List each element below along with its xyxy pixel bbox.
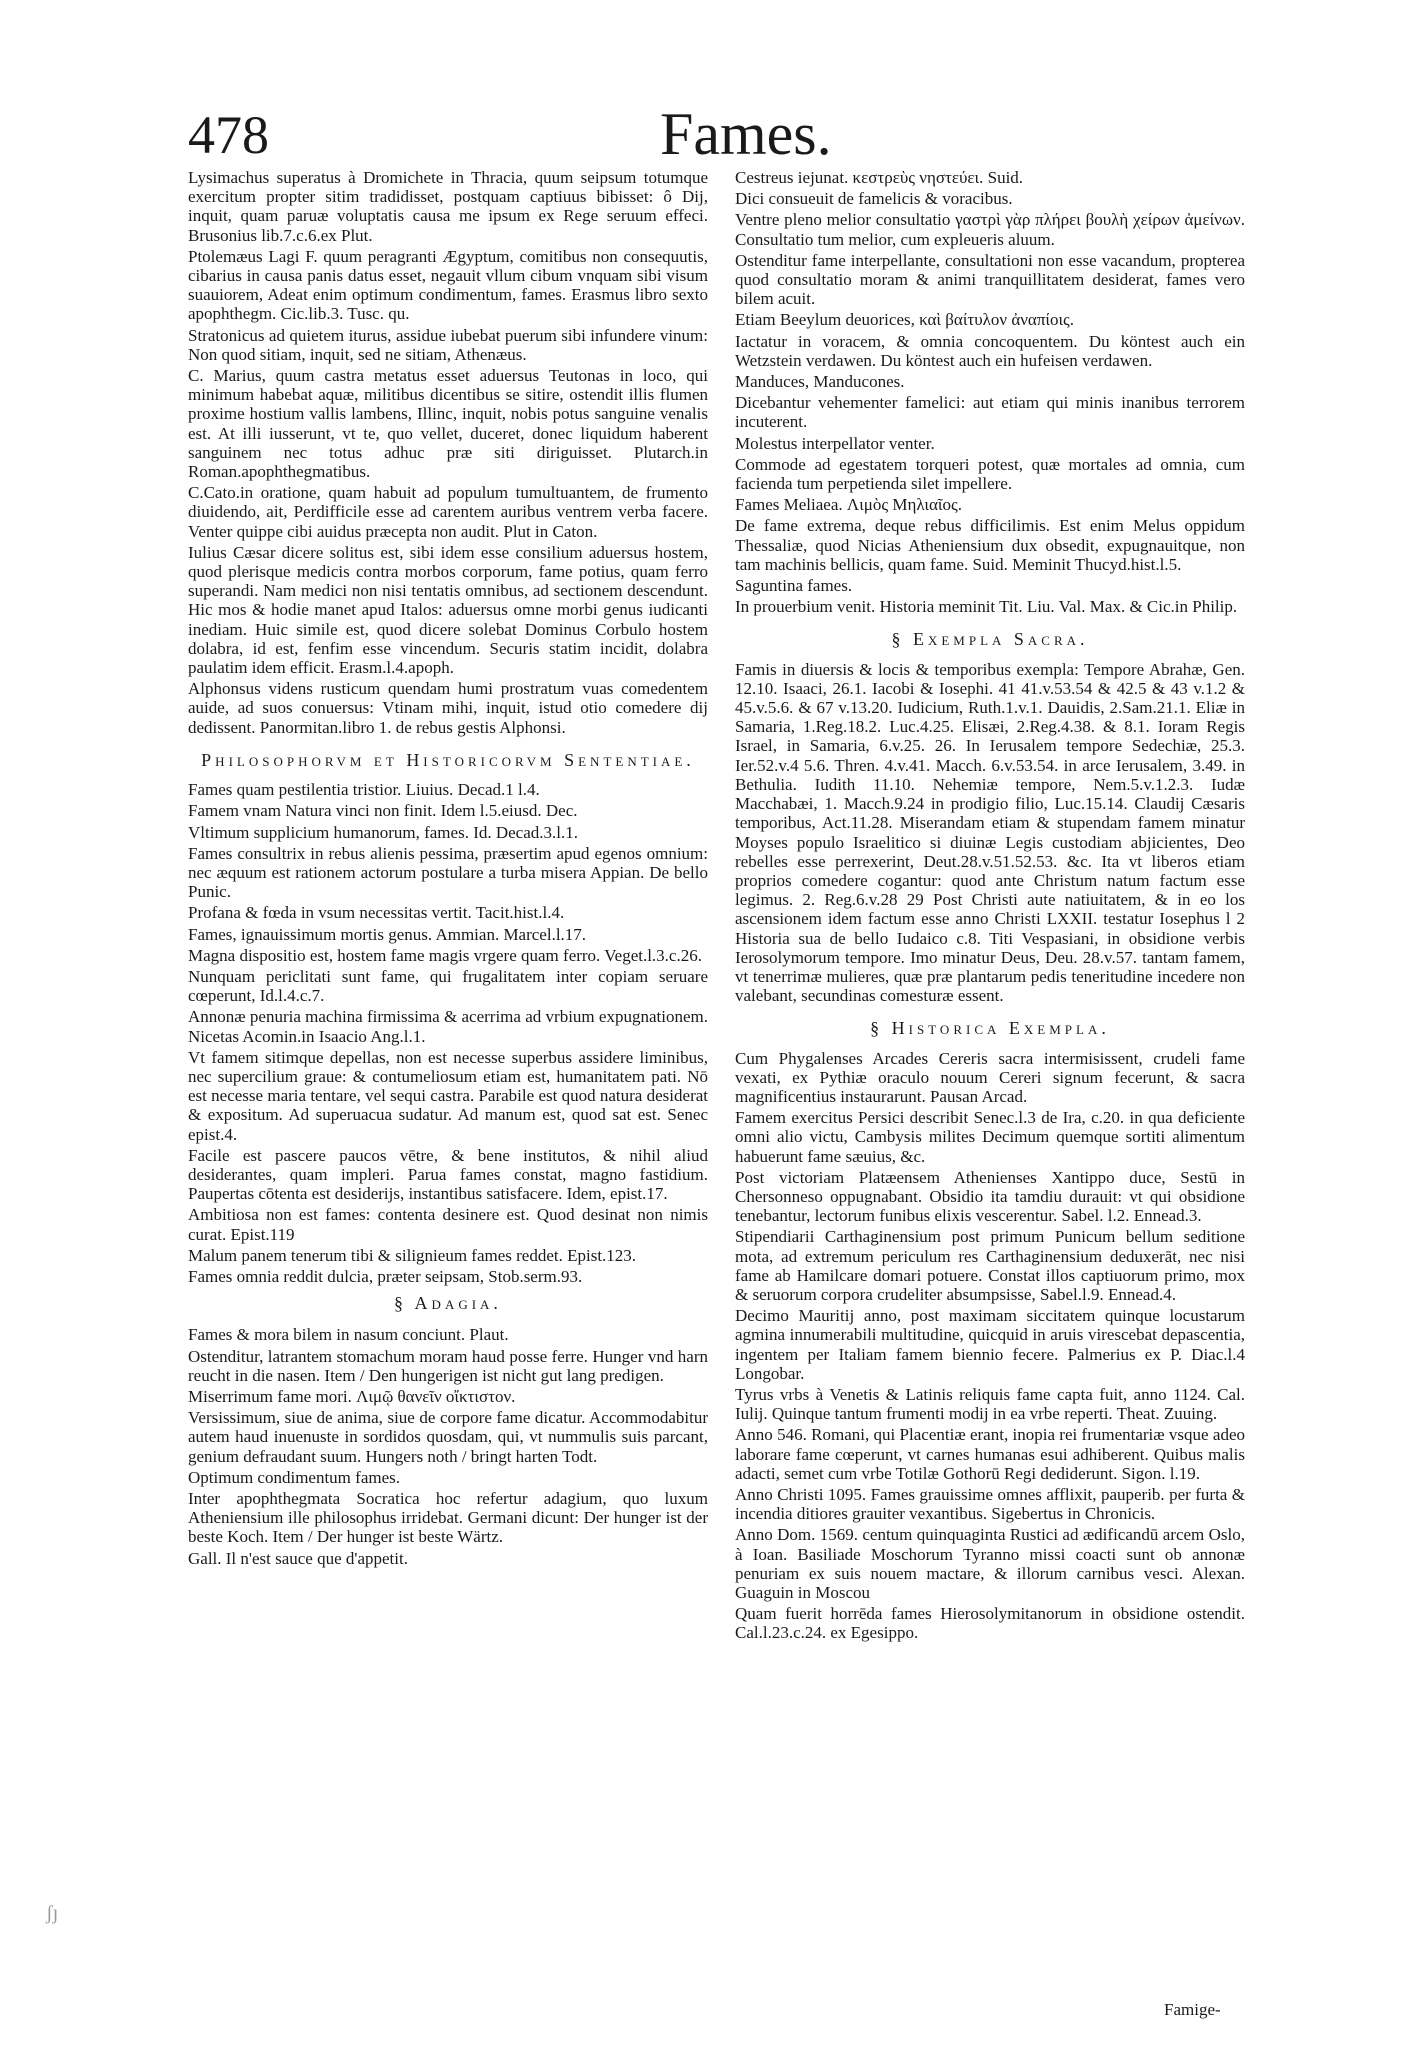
left-paragraph: Vltimum supplicium humanorum, fames. Id. Decad.3.l.1. [188, 822, 578, 842]
right-paragraph: Ostenditur fame interpellante, consultationi non esse vacandum, propterea quod consultatio moram & animi tranquillitatem desiderat, fames vero bilem acuit. [735, 250, 1245, 309]
right-paragraph: Post victoriam Platæensem Athenienses Xantippo duce, Sestū in Chersonneso oppugnabant. Obsidio ita tamdiu durauit: vt qui obsidione tenebantur, lectorum funibus elixis vescerentur. Sabel. l.2. Ennead.3. [735, 1167, 1245, 1226]
left-paragraph: Malum panem tenerum tibi & silignieum fames reddet. Epist.123. [188, 1245, 637, 1265]
section-heading-adagia: § Adagia. [394, 1293, 502, 1314]
left-paragraph: Vt famem sitimque depellas, non est necesse superbus assidere liminibus, nec supercilium graue: & contumeliosum etiam est, humanitatem pati. Nō est necesse maria tentare, vel sequi castra. Parabile est quod natura desiderat & expositum. Ad superuacua sudatur. Ad manum est, quod sat est. Senec epist.4. [188, 1047, 708, 1144]
left-paragraph: Nunquam periclitati sunt fame, qui frugalitatem inter copiam seruare cœperunt, Id.l.4.c.7. [188, 966, 708, 1006]
section-heading-philosophorum: Philosophorvm et Historicorvm Sententiae. [201, 749, 695, 770]
right-paragraph: Iactatur in voracem, & omnia concoquentem. Du köntest auch ein Wetzstein verdawen. Du köntest auch ein hufeisen verdawen. [735, 331, 1245, 370]
right-paragraph: In prouerbium venit. Historia meminit Tit. Liu. Val. Max. & Cic.in Philip. [735, 597, 1238, 617]
left-paragraph: Ambitiosa non est fames: contenta desinere est. Quod desinat non nimis curat. Epist.119 [188, 1205, 708, 1244]
margin-mark: ʃȷ [46, 1902, 59, 1924]
right-paragraph: Etiam Beeylum deuorices, καὶ βαίτυλον ἀναπίοις. [735, 310, 1075, 330]
left-paragraph: Lysimachus superatus à Dromichete in Thracia, quum seipsum totumque exercitum propter sitim tradidisset, postquam captiuus bibisset: ô Dij, inquit, quam paruæ voluptatis causa me ipsum ex Rege seruum effeci. Brusonius lib.7.c.6.ex Plut. [188, 168, 708, 245]
right-paragraph: Decimo Mauritij anno, post maximam siccitatem quinque locustarum agmina innumerabili multitudine, quicquid in aruis virescebat depascentia, ingentem per Italiam famem biennio fecere. Palmerius ex P. Diac.l.4 Longobar. [735, 1306, 1245, 1383]
left-paragraph: Inter apophthegmata Socratica hoc refertur adagium, quo luxum Atheniensium ille philosophus irridebat. Germani dicunt: Der hunger ist der beste Koch. Item / Der hunger ist beste Wärtz. [188, 1489, 708, 1547]
right-paragraph: De fame extrema, deque rebus difficilimis. Est enim Melus oppidum Thessaliæ, quod Nicias Atheniensium dux obsedit, expugnauitque, non tam machinis bellicis, quam fame. Suid. Meminit Thucyd.hist.l.5. [735, 516, 1245, 574]
right-paragraph: Fames Meliaea. Λιμὸς Μηλιαῖος. [735, 495, 962, 515]
right-paragraph: Cestreus iejunat. κεστρεὺς νηστεύει. Suid. [735, 168, 1024, 187]
right-paragraph: Famis in diuersis & locis & temporibus exempla: Tempore Abrahæ, Gen. 12.10. Isaaci, 26.1. Iacobi & Iosephi. 41 41.v.53.54 & 42.5 & 43 v.1.2 & 45.v.5.6. & 67 v.13.20. Iudicium, Ruth.1.v.1. Dauidis, 2.Sam.21.1. Eliæ in Samaria, 1.Reg.18.2. Luc.4.25. Elisæi, 2.Reg.4.38. & 8.1. Ioram Regis Israel, in Samaria, 6.v.25. 26. In Ierusalem tempore Sedechiæ, 25.3. Ier.52.v.4 5.6. Thren. 4.v.41. Macch. 6.v.53.54. in arce Ierusalem, 3.49. in Bethulia. Iudith 11.10. Nehemiæ tempore, Nem.5.v.1.2.3. Iudæ Macchabæi, 1. Macch.9.24 in prodigio filio, Luc.15.14. Claudij Cæsaris temporibus, Act.11.28. Miserandam etiam & stupendam famem minatur Moyses populo Israelitico si diuinæ Legis custodiam abjicientes, Deo rebelles esse perrexerint, Deut.28.v.51.52.53. &c. Ita vt liberos etiam proprios comedere cogantur: quod ante Christum natum factum esse legimus. 2. Reg.6.v.28 29 Post Christi aute natiuitatem, & in eo los ascensionem idem factum esse anno Christi LXXII. testatur Iosephus l 2 Historia sua de bello Iudaico c.8. Titi Vespasiani, in obsidione verbis Ierosolymorum tempore. Imo minatur Deus, Deu. 28.v.57. tantam famem, vt tenerrimæ mulieres, quæ præ plantarum pedis teneritudine incedere non valebant, secundinas comesturæ essent. [735, 659, 1245, 1006]
left-paragraph: Annonæ penuria machina firmissima & acerrima ad vrbium expugnationem. Nicetas Acomin.in Isaacio Ang.l.1. [188, 1007, 708, 1046]
left-paragraph: Fames omnia reddit dulcia, præter seipsam, Stob.serm.93. [188, 1266, 583, 1286]
page-number: 478 [188, 105, 269, 165]
left-paragraph: Versissimum, siue de anima, siue de corpore fame dicatur. Accommodabitur autem haud inuenuste in sordidos quosdam, qui, vt nummulis suis parcant, genium defraudant suum. Hungers noth / bringt harten Todt. [188, 1408, 708, 1466]
left-paragraph: Miserrimum fame mori. Λιμῷ θανεῖν οἴκτιστον. [188, 1386, 516, 1406]
page-title: Fames. [660, 101, 832, 167]
right-paragraph: Manduces, Manducones. [735, 372, 905, 392]
left-paragraph: Iulius Cæsar dicere solitus est, sibi idem esse consilium aduersus hostem, quod plerisque medicis contra morbos corporum, fame potius, quam ferro superandi. Nam medici non nisi tentatis omnibus, ad sectionem descendunt. Hic mos & hodie manet apud Italos: aduersus omne morbi genus iudicanti inediam. Huic simile est, quod dicere solebat Dominus Corbulo hostem dolabra, id est, fenfim esse vincendum. Securis statim incidit, dolabra paulatim idem efficit. Erasm.l.4.apoph. [188, 542, 708, 678]
right-paragraph: Anno Christi 1095. Fames grauissime omnes afflixit, pauperib. per furta & incendia ditiores grauiter vexantibus. Sigebertus in Chronicis. [735, 1485, 1245, 1524]
left-paragraph: C. Marius, quum castra metatus esset aduersus Teutonas in loco, qui minimum habebat aquæ, militibus dicentibus se sitire, ostendit illis flumen proxime hostium vallis lambens, Illinc, inquit, nobis potus sanguine venalis est. At illi iusserunt, vt te, quo vellet, duceret, donec liquidum haberent sanguinem nec totus adhuc præ siti diriguisset. Plutarch.in Roman.apophthegmatibus. [188, 366, 708, 482]
right-paragraph: Anno 546. Romani, qui Placentiæ erant, inopia rei frumentariæ vsque adeo laborare fame cœperunt, vt carnes humanas esui adhiberent. Quibus malis adacti, semet cum vrbe Totilæ Gothorū Regi dediderunt. Sigon. l.19. [735, 1425, 1245, 1483]
section-heading-sacra: § Exempla Sacra. [891, 629, 1089, 650]
left-paragraph: Fames, ignauissimum mortis genus. Ammian. Marcel.l.17. [188, 924, 587, 944]
right-paragraph: Commode ad egestatem torqueri potest, quæ mortales ad omnia, cum facienda tum perpetienda silet impellere. [735, 454, 1245, 494]
left-paragraph: Gall. Il n'est sauce que d'appetit. [188, 1548, 408, 1568]
right-paragraph: Saguntina fames. [735, 576, 853, 596]
right-paragraph: Cum Phygalenses Arcades Cereris sacra intermisissent, crudeli fame vexati, ex Pythiæ oraculo nouum Cereri signum fecerunt, & sacra magnificentius instaurarunt. Pausan Arcad. [735, 1048, 1245, 1106]
left-paragraph: C.Cato.in oratione, quam habuit ad populum tumultuantem, de frumento diuidendo, ait, Perdifficile esse ad carentem auribus ventrem verba facere. Venter quippe cibi auidus præcepta non audit. Plut in Caton. [188, 483, 708, 541]
left-paragraph: Alphonsus videns rusticum quendam humi prostratum vuas comedentem auide, ad suos conuersus: Vtinam mihi, inquit, istud otio comedere dij dedissent. Panormitan.libro 1. de rebus gestis Alphonsi. [188, 679, 708, 737]
right-paragraph: Stipendiarii Carthaginensium post primum Punicum bellum seditione mota, ad extremum periculum res Carthaginensium deduxerāt, nec nisi fame ab Hamilcare domari potuere. Constat illos captiuorum primo, mox & seruorum corpora crudeliter absumpsisse, Sabel.l.9. Ennead.4. [735, 1227, 1245, 1304]
right-paragraph: Tyrus vrbs à Venetis & Latinis reliquis fame capta fuit, anno 1124. Cal. Iulij. Quinque tantum frumenti modij in ea vrbe reperti. Theat. Zuuing. [735, 1384, 1245, 1424]
right-paragraph: Dici consueuit de famelicis & voracibus. [735, 189, 1013, 209]
left-paragraph: Stratonicus ad quietem iturus, assidue iubebat puerum sibi infundere vinum: Non quod sitiam, inquit, sed ne sitiam, Athenæus. [188, 325, 708, 364]
left-paragraph: Magna dispositio est, hostem fame magis vrgere quam ferro. Veget.l.3.c.26. [188, 945, 702, 965]
left-paragraph: Famem vnam Natura vinci non finit. Idem l.5.eiusd. Dec. [188, 801, 578, 821]
left-paragraph: Profana & fœda in vsum necessitas vertit. Tacit.hist.l.4. [188, 903, 565, 923]
left-paragraph: Ostenditur, latrantem stomachum moram haud posse ferre. Hunger vnd harn reucht in die nasen. Item / Den hungerigen ist nicht gut lang predigen. [188, 1346, 708, 1385]
left-paragraph: Fames & mora bilem in nasum conciunt. Plaut. [188, 1325, 509, 1345]
left-paragraph: Ptolemæus Lagi F. quum peragranti Ægyptum, comitibus non consequutis, cibarius in causa panis datus esset, negauit vllum cibum vnquam sibi visum suauiorem, Adeat enim optimum condimentum, fames. Erasmus libro sexto apophthegm. Cic.lib.3. Tusc. qu. [188, 246, 708, 324]
section-heading-historica: § Historica Exempla. [870, 1018, 1110, 1039]
right-paragraph: Anno Dom. 1569. centum quinquaginta Rustici ad ædificandū arcem Oslo, à Ioan. Basiliade Moschorum Tyranno missi coacti sunt ob annonæ penuriam ex suis nouem mactare, & illorum carnibus vesci. Alexan. Guaguin in Moscou [735, 1525, 1245, 1603]
left-paragraph: Optimum condimentum fames. [188, 1467, 400, 1487]
left-paragraph: Fames consultrix in rebus alienis pessima, præsertim apud egenos omnium: nec æquum est rationem actorum postulare a turba misera Appian. De bello Punic. [188, 843, 708, 902]
left-column [188, 168, 708, 1570]
left-paragraph: Facile est pascere paucos vētre, & bene institutos, & nihil aliud desiderantes, quam impleri. Parua fames constat, magno fastidium. Paupertas cōtenta est desiderijs, instantibus satisfacere. Idem, epist.17. [188, 1145, 708, 1204]
catchword: Famige- [1164, 2000, 1221, 2019]
right-paragraph: Molestus interpellator venter. [735, 433, 935, 453]
right-paragraph: Dicebantur vehementer famelici: aut etiam qui minis inanibus terrorem incuterent. [735, 393, 1245, 432]
right-paragraph: Quam fuerit horrēda fames Hierosolymitanorum in obsidione ostendit. Cal.l.23.c.24. ex Egesippo. [735, 1604, 1245, 1643]
left-paragraph: Fames quam pestilentia tristior. Liuius. Decad.1 l.4. [188, 780, 540, 800]
right-paragraph: Famem exercitus Persici describit Senec.l.3 de Ira, c.20. in qua deficiente omni alio victu, Cambysis milites Decimum quemque sortiti alimentum habuerunt fame sæuius, &c. [735, 1108, 1245, 1166]
right-paragraph: Ventre pleno melior consultatio γαστρὶ γὰρ πλήρει βουλὴ χείρων ἀμείνων. Consultatio tum melior, cum expleueris aluum. [735, 210, 1245, 249]
right-column [735, 168, 1245, 1645]
